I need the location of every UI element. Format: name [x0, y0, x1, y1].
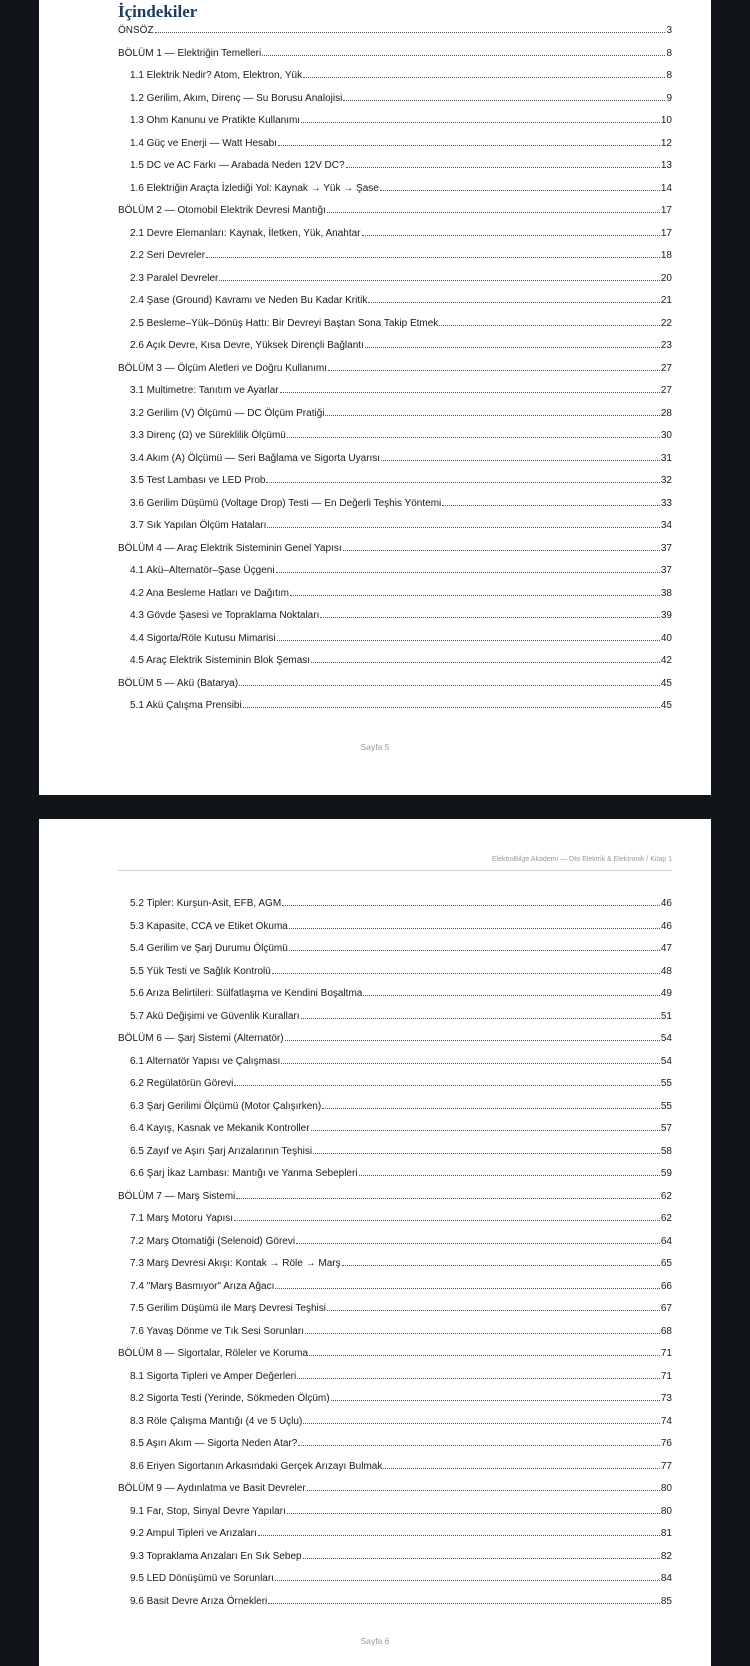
toc-entry[interactable] [118, 1392, 672, 1415]
toc-entry[interactable] [118, 317, 672, 340]
toc-chapter[interactable] [118, 1347, 672, 1370]
page-header: ElektroBilge Akademi — Oto Elektrik & Elektronik / Kitap 1 [118, 856, 672, 871]
dot-leader [275, 1572, 660, 1581]
toc-entry[interactable] [118, 1460, 672, 1483]
toc-entry-title: 3.4 Akım (A) Ölçümü — Seri Bağlama ve Sigorta Uyarısı [130, 452, 381, 464]
dot-leader [301, 1010, 660, 1019]
toc-page-number: 48 [660, 965, 672, 977]
toc-entry-title: 9.3 Topraklama Arızaları En Sık Sebep [130, 1550, 302, 1562]
dot-leader [346, 159, 660, 168]
toc-entry[interactable] [118, 92, 672, 115]
toc-entry-title: 8.6 Eriyen Sigortanın Arkasındaki Gerçek Arızayı Bulmak [130, 1460, 383, 1472]
dot-leader [266, 474, 659, 483]
toc-entry-title: 5.7 Akü Değişimi ve Güvenlik Kuralları [130, 1010, 300, 1022]
toc-page-number: 85 [660, 1595, 672, 1607]
toc-entry[interactable] [118, 1077, 672, 1100]
toc-page-number: 74 [660, 1415, 672, 1427]
dot-leader [289, 942, 660, 951]
toc-page-number: 42 [660, 655, 672, 666]
toc-entry[interactable] [118, 429, 672, 452]
dot-leader [282, 897, 660, 906]
dot-leader [383, 1460, 660, 1469]
dot-leader [285, 1032, 660, 1041]
toc-entry[interactable] [118, 272, 672, 295]
dot-leader [327, 204, 660, 213]
dot-leader [307, 1482, 660, 1491]
toc-page-number: 68 [660, 1325, 672, 1337]
dot-leader [342, 1257, 660, 1266]
toc-entry-title: BÖLÜM 5 — Akü (Batarya) [118, 677, 239, 689]
toc-entry-title: 4.5 Araç Elektrik Sisteminin Blok Şeması [130, 655, 311, 666]
toc-entry[interactable] [118, 654, 672, 677]
dot-leader [328, 362, 660, 371]
toc-entry-title: 9.1 Far, Stop, Sinyal Devre Yapıları [130, 1505, 286, 1517]
dot-leader [303, 69, 665, 78]
toc-entry[interactable] [118, 965, 672, 988]
dot-leader [365, 339, 660, 348]
dot-leader [305, 1325, 660, 1334]
dot-leader [442, 497, 660, 506]
toc-entry-title: 1.1 Elektrik Nedir? Atom, Elektron, Yük [130, 70, 303, 81]
toc-entry-title: 7.5 Gerilim Düşümü ile Marş Devresi Teşhisi [130, 1303, 326, 1314]
toc-entry[interactable] [118, 1055, 672, 1078]
toc-entry-title: 4.2 Ana Besleme Hatları ve Dağıtım [130, 587, 289, 599]
toc-entry[interactable] [118, 1595, 672, 1618]
dot-leader [343, 542, 660, 551]
toc-entry-title: 1.6 Elektriğin Araçta İzlediği Yol: Kaynak → Yük → Şase [130, 182, 379, 194]
toc-page-number: 59 [660, 1168, 672, 1179]
toc-page-number: 54 [660, 1033, 672, 1044]
toc-page-number: 80 [660, 1483, 672, 1494]
toc-entry[interactable] [118, 897, 672, 920]
toc-entry-title: 7.3 Marş Devresi Akışı: Kontak → Röle → Marş [130, 1258, 341, 1269]
toc-entry-title: 3.3 Direnç (Ω) ve Süreklilik Ölçümü [130, 430, 286, 441]
page-title: İçindekiler [118, 2, 198, 21]
toc-entry-title: 6.2 Regülatörün Görevi [130, 1078, 234, 1089]
dot-leader [287, 1505, 660, 1514]
dot-leader [280, 384, 660, 393]
toc-page-number: 13 [660, 160, 672, 171]
dot-leader [439, 317, 660, 326]
document-page-2 [39, 819, 711, 1666]
dot-leader [267, 519, 660, 528]
dot-leader [262, 47, 665, 56]
dot-leader [331, 1392, 660, 1401]
dot-leader [287, 429, 660, 438]
dot-leader [311, 1122, 660, 1131]
toc-page-number: 81 [660, 1528, 672, 1539]
toc-page-number: 8 [666, 47, 672, 59]
toc-entry[interactable] [118, 564, 672, 587]
table-of-contents [118, 897, 672, 1617]
toc-entry[interactable] [118, 497, 672, 520]
toc-chapter[interactable] [118, 47, 672, 70]
toc-page-number: 67 [660, 1303, 672, 1314]
toc-page-number: 55 [660, 1100, 672, 1112]
dot-leader [303, 1550, 660, 1559]
toc-page-number: 31 [660, 452, 672, 464]
toc-entry-title: 6.1 Alternatör Yapısı ve Çalışması [130, 1055, 281, 1067]
toc-page-number: 47 [660, 943, 672, 954]
toc-page-number: 71 [660, 1370, 672, 1382]
toc-chapter[interactable] [118, 1482, 672, 1505]
toc-entry-title: BÖLÜM 3 — Ölçüm Aletleri ve Doğru Kullanımı [118, 362, 327, 374]
toc-entry-title: 5.1 Akü Çalışma Prensibi [130, 700, 242, 711]
toc-page-number: 49 [660, 988, 672, 999]
toc-page-number: 18 [660, 250, 672, 261]
toc-chapter[interactable] [118, 542, 672, 565]
toc-page-number: 12 [660, 137, 672, 149]
toc-entry-title: 2.5 Besleme–Yük–Dönüş Hattı: Bir Devreyi Baştan Sona Takip Etmek [130, 317, 439, 329]
dot-leader [297, 1370, 660, 1379]
toc-entry-title: 6.3 Şarj Gerilimi Ölçümü (Motor Çalışırken) [130, 1100, 322, 1112]
toc-entry[interactable] [118, 339, 672, 362]
document-page-1 [39, 0, 711, 795]
toc-entry[interactable] [118, 1122, 672, 1145]
toc-entry[interactable] [118, 1167, 672, 1190]
toc-page-number: 71 [660, 1348, 672, 1359]
dot-leader [368, 294, 660, 303]
toc-entry-title: ÖNSÖZ [118, 25, 154, 36]
toc-chapter[interactable] [118, 24, 672, 47]
toc-page-number: 62 [660, 1213, 672, 1224]
toc-entry-title: 7.1 Marş Motoru Yapısı [130, 1213, 234, 1224]
toc-page-number: 77 [660, 1460, 672, 1472]
dot-leader [309, 1347, 660, 1356]
toc-page-number: 22 [660, 317, 672, 329]
toc-entry[interactable] [118, 407, 672, 430]
toc-entry-title: BÖLÜM 7 — Marş Sistemi [118, 1190, 236, 1202]
dot-leader [268, 1595, 660, 1604]
toc-page-number: 55 [660, 1078, 672, 1089]
toc-entry-title: BÖLÜM 2 — Otomobil Elektrik Devresi Mantığı [118, 205, 326, 216]
dot-leader [206, 249, 660, 258]
toc-entry[interactable] [118, 920, 672, 943]
dot-leader [234, 1077, 659, 1086]
toc-entry[interactable] [118, 1212, 672, 1235]
toc-entry[interactable] [118, 1145, 672, 1168]
dot-leader [343, 92, 665, 101]
toc-page-number: 28 [660, 407, 672, 419]
toc-entry-title: 3.5 Test Lambası ve LED Prob [130, 475, 266, 486]
toc-entry-title: 8.5 Aşırı Akım — Sigorta Neden Atar? [130, 1438, 298, 1449]
dot-leader [278, 137, 660, 146]
toc-entry-title: 8.3 Röle Çalışma Mantığı (4 ve 5 Uçlu) [130, 1415, 303, 1427]
toc-chapter[interactable] [118, 1190, 672, 1213]
toc-entry-title: 1.5 DC ve AC Farkı — Arabada Neden 12V DC? [130, 160, 345, 171]
toc-entry-title: BÖLÜM 8 — Sigortalar, Röleler ve Koruma [118, 1348, 309, 1359]
toc-page-number: 58 [660, 1145, 672, 1157]
toc-entry[interactable] [118, 519, 672, 542]
toc-entry[interactable] [118, 1550, 672, 1573]
toc-entry[interactable] [118, 137, 672, 160]
toc-page-number: 37 [660, 565, 672, 576]
toc-entry-title: 7.6 Yavaş Dönme ve Tık Sesi Sorunları [130, 1325, 304, 1337]
toc-entry-title: 5.2 Tipler: Kurşun-Asit, EFB, AGM [130, 898, 282, 909]
toc-entry-title: 5.3 Kapasite, CCA ve Etiket Okuma [130, 920, 288, 932]
toc-entry-title: 4.3 Gövde Şasesi ve Topraklama Noktaları [130, 610, 320, 621]
toc-chapter[interactable] [118, 204, 672, 227]
toc-page-number: 66 [660, 1280, 672, 1292]
toc-page-number: 21 [660, 295, 672, 306]
toc-entry[interactable] [118, 69, 672, 92]
page-footer: Sayfa 5 [360, 742, 390, 752]
toc-entry-title: 3.1 Multimetre: Tanıtım ve Ayarlar [130, 385, 279, 396]
toc-entry-title: 2.2 Seri Devreler [130, 250, 206, 261]
dot-leader [277, 632, 660, 641]
toc-entry[interactable] [118, 1325, 672, 1348]
toc-page-number: 51 [660, 1010, 672, 1022]
dot-leader [303, 1415, 660, 1424]
toc-page-number: 8 [666, 70, 672, 81]
toc-page-number: 57 [660, 1123, 672, 1134]
toc-page-number: 17 [660, 227, 672, 239]
toc-entry-title: 2.3 Paralel Devreler [130, 272, 219, 284]
dot-leader [275, 1280, 660, 1289]
toc-entry-title: 7.2 Marş Otomatiği (Selenoid) Görevi [130, 1235, 296, 1247]
toc-entry[interactable] [118, 159, 672, 182]
toc-page-number: 30 [660, 430, 672, 441]
toc-entry-title: 8.2 Sigorta Testi (Yerinde, Sökmeden Ölçüm) [130, 1393, 330, 1404]
toc-page-number: 38 [660, 587, 672, 599]
toc-page-number: 46 [660, 920, 672, 932]
toc-entry[interactable] [118, 1010, 672, 1033]
toc-page-number: 17 [660, 205, 672, 216]
toc-entry-title: BÖLÜM 4 — Araç Elektrik Sisteminin Genel Yapısı [118, 542, 342, 554]
toc-entry[interactable] [118, 609, 672, 632]
toc-page-number: 62 [660, 1190, 672, 1202]
dot-leader [313, 1145, 660, 1154]
toc-entry-title: BÖLÜM 6 — Şarj Sistemi (Alternatör) [118, 1033, 284, 1044]
toc-entry-title: 9.5 LED Dönüşümü ve Sorunları [130, 1573, 274, 1584]
toc-entry[interactable] [118, 1100, 672, 1123]
toc-entry-title: 4.1 Akü–Alternatör–Şase Üçgeni [130, 565, 275, 576]
dot-leader [362, 227, 660, 236]
toc-entry-title: 5.4 Gerilim ve Şarj Durumu Ölçümü [130, 943, 288, 954]
toc-entry-title: 9.6 Basit Devre Arıza Örnekleri [130, 1595, 268, 1607]
dot-leader [290, 587, 660, 596]
dot-leader [155, 24, 666, 33]
toc-page-number: 39 [660, 610, 672, 621]
dot-leader [322, 1100, 660, 1109]
toc-page-number: 9 [666, 92, 672, 104]
toc-page-number: 46 [660, 898, 672, 909]
toc-chapter[interactable] [118, 1032, 672, 1055]
dot-leader [281, 1055, 660, 1064]
toc-page-number: 84 [660, 1573, 672, 1584]
dot-leader [363, 987, 660, 996]
dot-leader [289, 920, 660, 929]
toc-entry-title: 2.4 Şase (Ground) Kavramı ve Neden Bu Kadar Kritik [130, 295, 368, 306]
toc-page-number: 76 [660, 1438, 672, 1449]
toc-page-number: 14 [660, 182, 672, 194]
toc-page-number: 54 [660, 1055, 672, 1067]
dot-leader [276, 564, 660, 573]
toc-entry[interactable] [118, 1257, 672, 1280]
toc-entry[interactable] [118, 632, 672, 655]
toc-chapter[interactable] [118, 677, 672, 700]
toc-page-number: 34 [660, 520, 672, 531]
dot-leader [298, 1437, 660, 1446]
toc-entry[interactable] [118, 1415, 672, 1438]
toc-entry-title: 6.6 Şarj İkaz Lambası: Mantığı ve Yanma Sebepleri [130, 1168, 358, 1179]
toc-page-number: 64 [660, 1235, 672, 1247]
toc-entry-title: 6.4 Kayış, Kasnak ve Mekanik Kontroller [130, 1123, 310, 1134]
toc-page-number: 27 [660, 362, 672, 374]
dot-leader [301, 114, 660, 123]
toc-entry-title: 6.5 Zayıf ve Aşırı Şarj Arızalarının Teşhisi [130, 1145, 313, 1157]
toc-chapter[interactable] [118, 362, 672, 385]
toc-entry[interactable] [118, 987, 672, 1010]
toc-entry-title: 7.4 "Marş Basmıyor" Arıza Ağacı [130, 1280, 275, 1292]
toc-entry-title: 4.4 Sigorta/Röle Kutusu Mimarisi [130, 632, 276, 644]
dot-leader [381, 452, 660, 461]
toc-entry-title: BÖLÜM 9 — Aydınlatma ve Basit Devreler [118, 1483, 306, 1494]
toc-entry-title: 3.2 Gerilim (V) Ölçümü — DC Ölçüm Pratiği [130, 407, 325, 419]
toc-entry[interactable] [118, 474, 672, 497]
toc-page-number: 65 [660, 1258, 672, 1269]
toc-entry[interactable] [118, 1302, 672, 1325]
toc-page-number: 37 [660, 542, 672, 554]
toc-page-number: 82 [660, 1550, 672, 1562]
dot-leader [359, 1167, 660, 1176]
toc-entry-title: 5.6 Arıza Belirtileri: Sülfatlaşma ve Kendini Boşaltma [130, 988, 363, 999]
toc-page-number: 27 [660, 385, 672, 396]
toc-entry[interactable] [118, 1505, 672, 1528]
toc-entry-title: 1.4 Güç ve Enerji — Watt Hesabı [130, 137, 277, 149]
toc-page-number: 32 [660, 475, 672, 486]
toc-entry[interactable] [118, 1527, 672, 1550]
page-footer: Sayfa 6 [360, 1636, 390, 1646]
toc-page-number: 45 [660, 700, 672, 711]
toc-entry-title: 5.5 Yük Testi ve Sağlık Kontrolü [130, 965, 271, 977]
toc-page-number: 10 [660, 115, 672, 126]
dot-leader [325, 407, 659, 416]
toc-entry[interactable] [118, 182, 672, 205]
toc-entry-title: 2.1 Devre Elemanları: Kaynak, İletken, Yük, Anahtar [130, 227, 361, 239]
toc-entry[interactable] [118, 1437, 672, 1460]
dot-leader [258, 1527, 660, 1536]
toc-entry[interactable] [118, 384, 672, 407]
dot-leader [296, 1235, 660, 1244]
toc-entry-title: 9.2 Ampul Tipleri ve Arızaları [130, 1528, 257, 1539]
table-of-contents [118, 24, 672, 722]
toc-page-number: 40 [660, 632, 672, 644]
dot-leader [236, 1190, 660, 1199]
toc-entry-title: 3.6 Gerilim Düşümü (Voltage Drop) Testi — En Değerli Teşhis Yöntemi [130, 497, 442, 509]
dot-leader [239, 677, 660, 686]
toc-entry-title: 2.6 Açık Devre, Kısa Devre, Yüksek Dirençli Bağlantı [130, 340, 364, 351]
toc-page-number: 20 [660, 272, 672, 284]
toc-entry[interactable] [118, 1572, 672, 1595]
toc-entry[interactable] [118, 942, 672, 965]
dot-leader [311, 654, 660, 663]
toc-entry-title: 1.3 Ohm Kanunu ve Pratikte Kullanımı [130, 115, 301, 126]
dot-leader [234, 1212, 660, 1221]
toc-page-number: 80 [660, 1505, 672, 1517]
toc-entry-title: 8.1 Sigorta Tipleri ve Amper Değerleri [130, 1370, 297, 1382]
dot-leader [219, 272, 660, 281]
toc-entry-title: 1.2 Gerilim, Akım, Direnç — Su Borusu Analojisi [130, 92, 343, 104]
toc-entry[interactable] [118, 452, 672, 475]
toc-entry[interactable] [118, 227, 672, 250]
dot-leader [243, 699, 660, 708]
toc-entry-title: BÖLÜM 1 — Elektriğin Temelleri [118, 47, 262, 59]
toc-entry[interactable] [118, 1370, 672, 1393]
toc-entry[interactable] [118, 699, 672, 722]
toc-entry[interactable] [118, 587, 672, 610]
dot-leader [380, 182, 660, 191]
dot-leader [272, 965, 660, 974]
dot-leader [320, 609, 660, 618]
toc-entry[interactable] [118, 1280, 672, 1303]
toc-entry[interactable] [118, 249, 672, 272]
toc-entry-title: 3.7 Sık Yapılan Ölçüm Hataları [130, 520, 267, 531]
toc-page-number: 23 [660, 340, 672, 351]
toc-page-number: 33 [660, 497, 672, 509]
toc-entry[interactable] [118, 114, 672, 137]
toc-page-number: 45 [660, 677, 672, 689]
dot-leader [327, 1302, 660, 1311]
toc-entry[interactable] [118, 294, 672, 317]
toc-page-number: 3 [666, 25, 672, 36]
toc-page-number: 73 [660, 1393, 672, 1404]
toc-entry[interactable] [118, 1235, 672, 1258]
